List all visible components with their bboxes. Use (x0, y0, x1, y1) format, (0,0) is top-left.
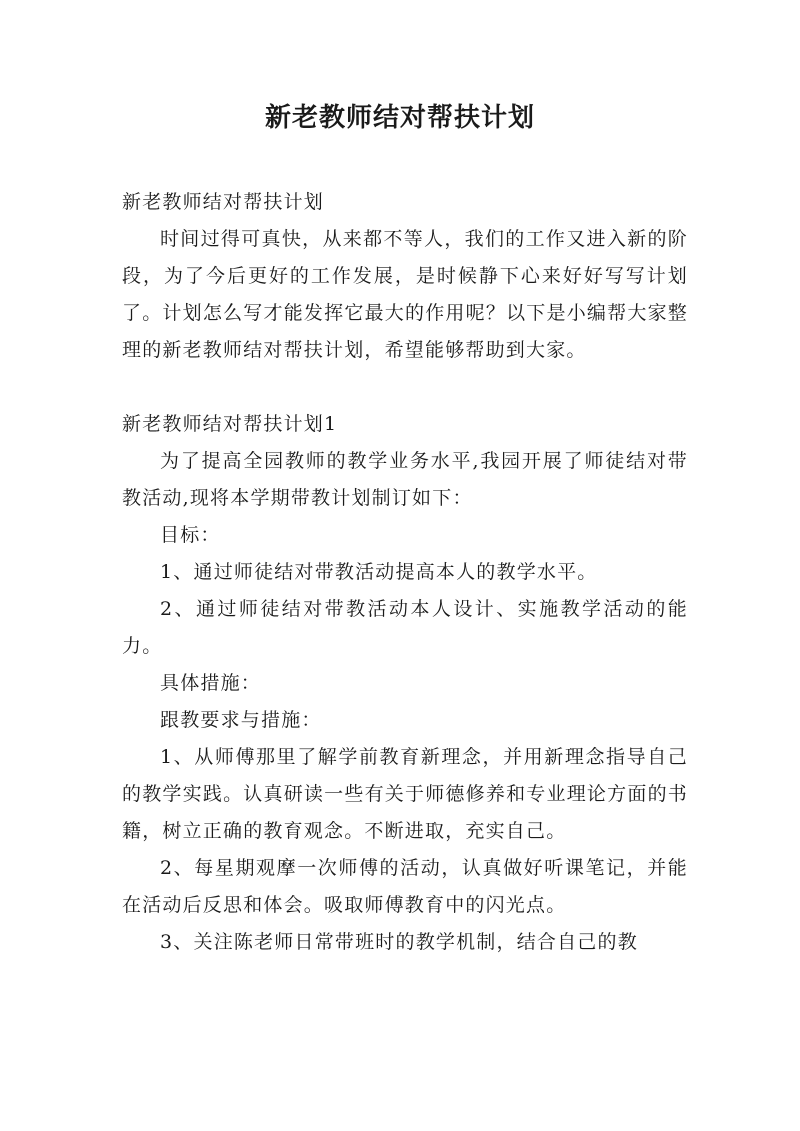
measure-item: 3、关注陈老师日常带班时的教学机制，结合自己的教 (160, 931, 638, 953)
measure-item: 2、每星期观摩一次师傅的活动，认真做好听课笔记，并能在活动后反思和体会。吸取师傅教育中的闪光点。 (122, 857, 688, 916)
paragraph-spacer (122, 369, 688, 406)
measure-item: 1、从师傅那里了解学前教育新理念，并用新理念指导自己的教学实践。认真研读一些有关于师德修养和专业理论方面的书籍，树立正确的教育观念。不断进取，充实自己。 (122, 746, 688, 842)
follow-label: 跟教要求与措施： (160, 709, 322, 731)
document-body (122, 184, 688, 961)
goal-item: 1、通过师徒结对带教活动提高本人的教学水平。 (160, 561, 598, 583)
section-heading: 新老教师结对帮扶计划1 (122, 413, 338, 435)
measures-label: 具体措施： (160, 672, 262, 694)
paragraph: 为了提高全园教师的教学业务水平,我园开展了师徒结对带教活动,现将本学期带教计划制订如下： (122, 450, 688, 509)
goal-item: 2、通过师徒结对带教活动本人设计、实施教学活动的能力。 (122, 598, 688, 657)
document-title: 新老教师结对帮扶计划 (264, 103, 535, 133)
subtitle: 新老教师结对帮扶计划 (122, 191, 325, 213)
intro-paragraph: 时间过得可真快，从来都不等人，我们的工作又进入新的阶段，为了今后更好的工作发展，是时候静下心来好好写写计划了。计划怎么写才能发挥它最大的作用呢？以下是小编帮大家整理的新老教师结对帮扶计划，希望能够帮助到大家。 (122, 228, 688, 361)
goals-label: 目标： (160, 524, 221, 546)
